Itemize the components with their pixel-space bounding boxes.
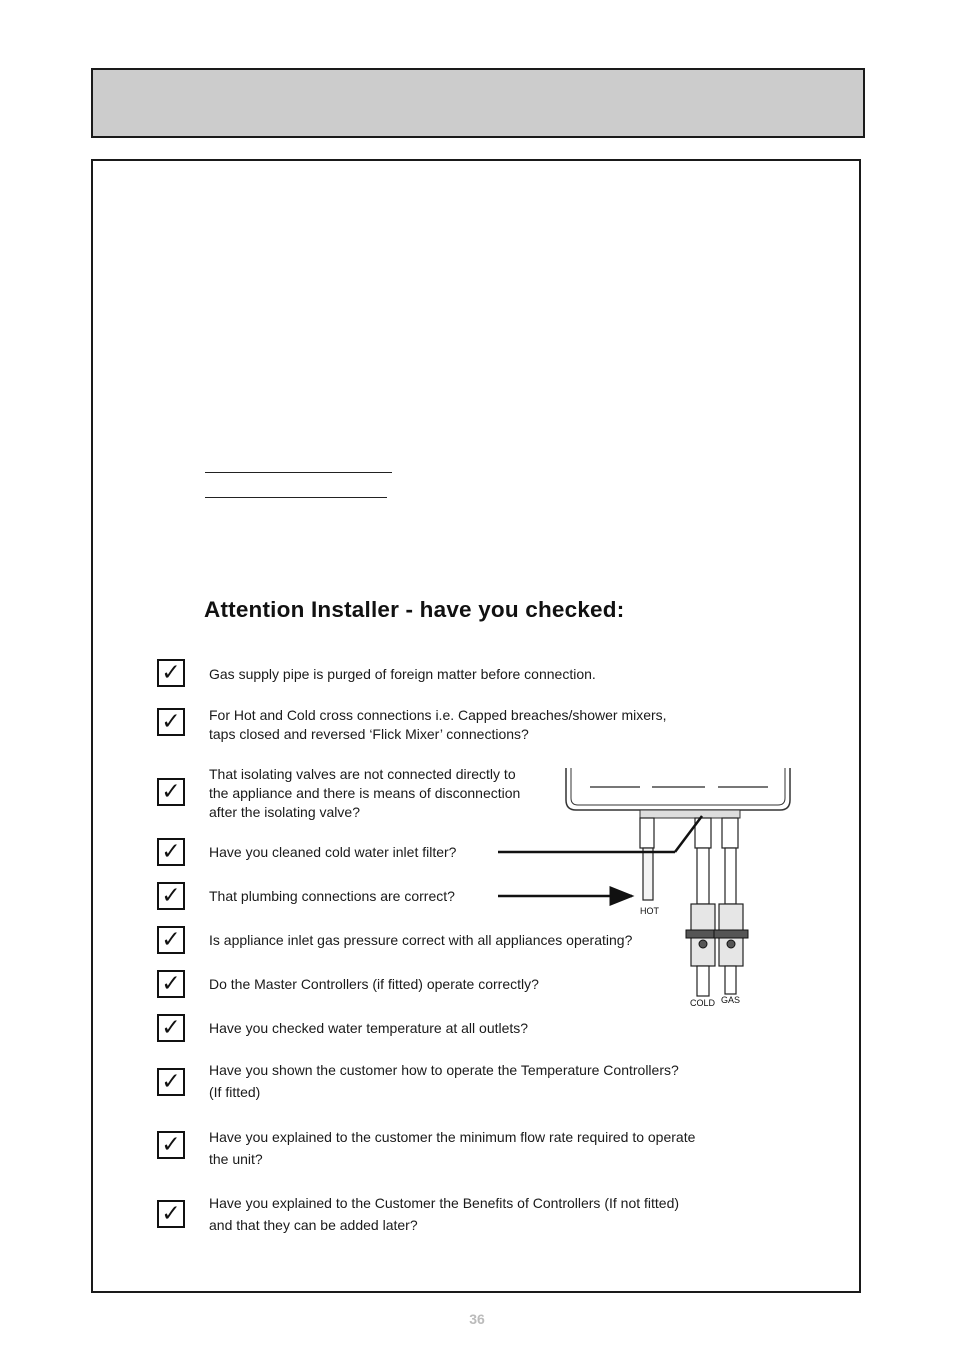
checkbox-6[interactable]: ✓ — [157, 926, 185, 954]
checkbox-10[interactable]: ✓ — [157, 1131, 185, 1159]
checklist-item-4: Have you cleaned cold water inlet filter? — [209, 844, 457, 860]
checklist-item-7: Do the Master Controllers (if fitted) operate correctly? — [209, 976, 539, 992]
checkbox-2[interactable]: ✓ — [157, 708, 185, 736]
checklist-item-3: That isolating valves are not connected directly to the appliance and there is means of disconnection after the isolating valve? — [209, 766, 521, 820]
checklist-item-2: For Hot and Cold cross connections i.e. Capped breaches/shower mixers, taps closed and reversed ‘Flick Mixer’ connections? — [209, 707, 667, 742]
header-bar — [91, 68, 865, 138]
water-heater-connection-diagram — [490, 765, 800, 1015]
checklist-item-1: Gas supply pipe is purged of foreign matter before connection. — [209, 666, 596, 682]
checklist-item-11: Have you explained to the Customer the Benefits of Controllers (If not fitted) and that they can be added later? — [209, 1195, 680, 1233]
checkbox-9[interactable]: ✓ — [157, 1068, 185, 1096]
cold-label: COLD — [690, 998, 716, 1008]
checkbox-11[interactable]: ✓ — [157, 1200, 185, 1228]
checkbox-3[interactable]: ✓ — [157, 778, 185, 806]
checkbox-5[interactable]: ✓ — [157, 882, 185, 910]
checklist-title: Attention Installer - have you checked: — [204, 597, 625, 622]
checklist-item-6: Is appliance inlet gas pressure correct with all appliances operating? — [209, 932, 633, 948]
page-number: 36 — [469, 1311, 485, 1327]
blank-line-2 — [205, 497, 387, 498]
checkbox-4[interactable]: ✓ — [157, 838, 185, 866]
checklist-item-5: That plumbing connections are correct? — [209, 888, 455, 904]
blank-line-1 — [205, 472, 392, 473]
checklist-item-9: Have you shown the customer how to operate the Temperature Controllers? (If fitted) — [209, 1062, 679, 1100]
checkbox-1[interactable]: ✓ — [157, 659, 185, 687]
checklist-item-10: Have you explained to the customer the minimum flow rate required to operate the unit? — [209, 1129, 696, 1167]
checkbox-7[interactable]: ✓ — [157, 970, 185, 998]
hot-label: HOT — [640, 906, 659, 916]
checkbox-8[interactable]: ✓ — [157, 1014, 185, 1042]
gas-label: GAS — [721, 995, 741, 1005]
heater-unit-outline — [566, 768, 790, 818]
checklist-item-8: Have you checked water temperature at all outlets? — [209, 1020, 529, 1036]
